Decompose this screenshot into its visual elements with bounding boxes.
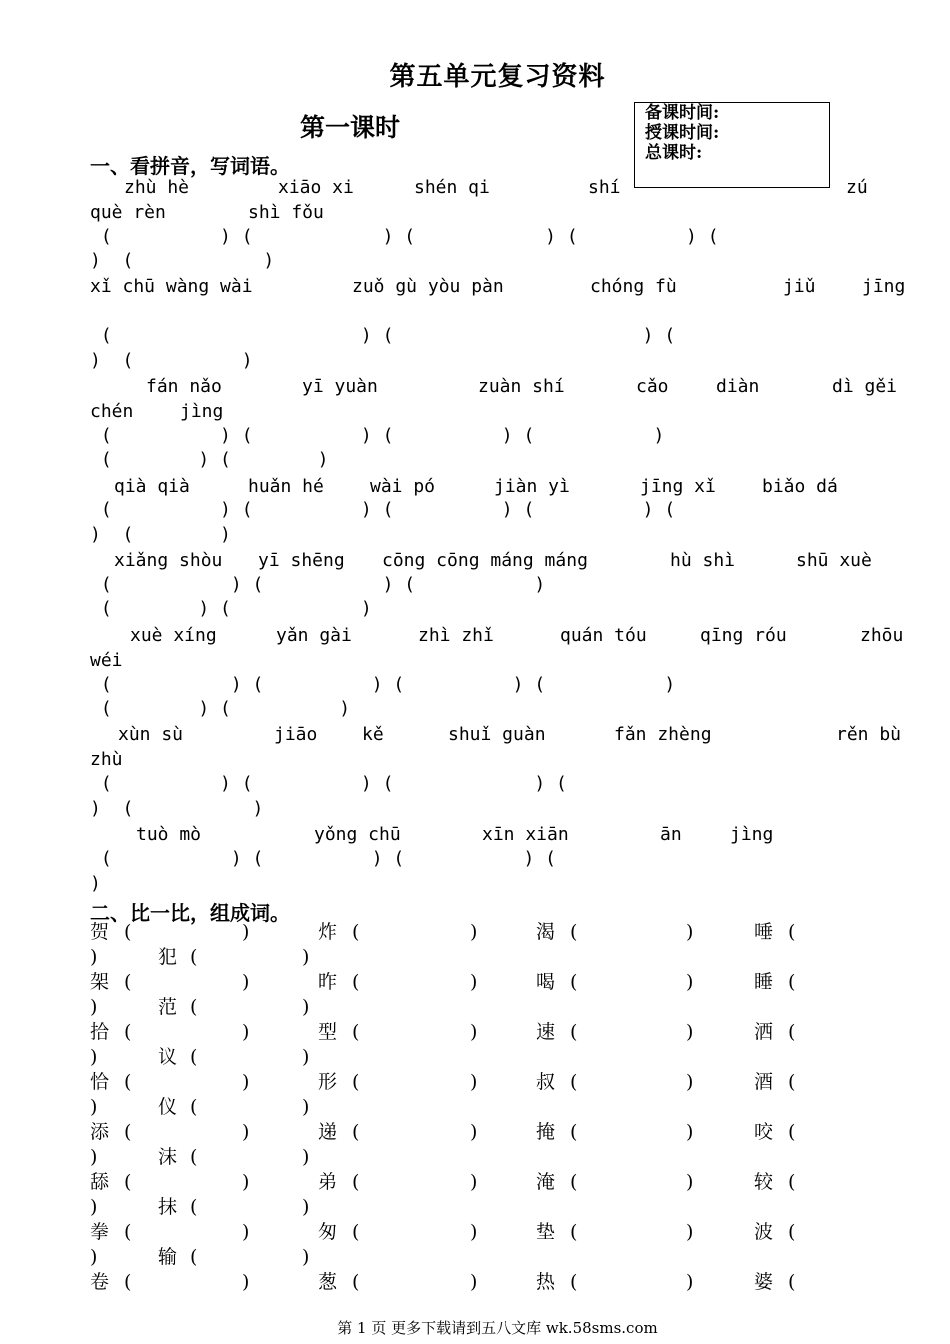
answer-brackets: ) ( ) <box>90 250 275 271</box>
answer-paren-open: ( <box>788 1021 796 1043</box>
answer-paren-close: ) <box>470 971 478 993</box>
pinyin: chóng fù <box>590 276 677 297</box>
answer-paren-open: ( <box>124 921 132 943</box>
answer-paren-open: ( <box>124 1121 132 1143</box>
answer-paren-close: ) <box>470 1021 478 1043</box>
compare-char: 匆 <box>318 1221 338 1243</box>
answer-paren-close: ) <box>302 1246 310 1268</box>
answer-paren-close: ) <box>242 1071 250 1093</box>
answer-paren-open: ( <box>124 971 132 993</box>
page-footer: 第 1 页 更多下载请到五八文库 wk.58sms.com <box>337 1319 658 1337</box>
pinyin: cǎo <box>636 376 669 397</box>
compare-char: 唾 <box>754 921 774 943</box>
answer-brackets: ( ) ( ) ( ) ( ) <box>90 674 676 695</box>
answer-brackets: ( ) ( ) ( ) ( ) ( <box>90 226 719 247</box>
compare-char: 仪 <box>158 1096 178 1118</box>
answer-brackets: ( ) ( ) ( ) ( ) <box>90 425 665 446</box>
answer-paren-close: ) <box>242 921 250 943</box>
answer-paren-open: ( <box>352 1221 360 1243</box>
answer-paren-close: ) <box>90 1146 98 1168</box>
pinyin: wài pó <box>370 476 436 497</box>
answer-paren-open: ( <box>788 1171 796 1193</box>
answer-paren-close: ) <box>242 1221 250 1243</box>
compare-char: 卷 <box>90 1271 110 1293</box>
answer-paren-close: ) <box>90 1046 98 1068</box>
compare-char: 型 <box>318 1021 338 1043</box>
pinyin: xiāo xi <box>278 177 354 198</box>
answer-paren-open: ( <box>190 946 198 968</box>
compare-char: 掩 <box>536 1121 556 1143</box>
answer-paren-close: ) <box>470 1071 478 1093</box>
answer-paren-close: ) <box>686 1221 694 1243</box>
answer-paren-close: ) <box>90 1246 98 1268</box>
answer-brackets: ( ) ( ) <box>90 698 351 719</box>
answer-paren-close: ) <box>686 921 694 943</box>
pinyin: zhù hè <box>124 177 190 198</box>
answer-paren-open: ( <box>190 1246 198 1268</box>
pinyin: fán nǎo <box>146 376 222 397</box>
compare-char: 架 <box>90 971 110 993</box>
answer-paren-open: ( <box>788 1221 796 1243</box>
compare-char: 热 <box>536 1271 556 1293</box>
compare-char: 议 <box>158 1046 178 1068</box>
answer-paren-close: ) <box>686 1021 694 1043</box>
answer-paren-close: ) <box>302 1096 310 1118</box>
answer-paren-close: ) <box>302 1196 310 1218</box>
pinyin: xùn sù <box>118 724 184 745</box>
compare-char: 波 <box>754 1221 774 1243</box>
pinyin: zhù <box>90 749 123 770</box>
compare-char: 拳 <box>90 1221 110 1243</box>
pinyin: shū xuè <box>796 550 872 571</box>
pinyin: wéi <box>90 650 123 671</box>
answer-brackets: ( ) ( ) ( ) ( ) ( <box>90 499 676 520</box>
answer-paren-close: ) <box>242 1021 250 1043</box>
answer-paren-open: ( <box>352 971 360 993</box>
answer-paren-close: ) <box>470 921 478 943</box>
answer-paren-close: ) <box>302 1046 310 1068</box>
compare-char: 婆 <box>754 1271 774 1293</box>
pinyin: jìng <box>180 401 224 422</box>
answer-paren-close: ) <box>242 1121 250 1143</box>
answer-paren-close: ) <box>470 1221 478 1243</box>
answer-paren-open: ( <box>124 1021 132 1043</box>
answer-paren-close: ) <box>470 1171 478 1193</box>
compare-char: 弟 <box>318 1171 338 1193</box>
answer-paren-close: ) <box>686 1271 694 1293</box>
answer-paren-close: ) <box>90 946 98 968</box>
answer-paren-close: ) <box>686 1071 694 1093</box>
answer-paren-open: ( <box>190 996 198 1018</box>
answer-paren-open: ( <box>352 1271 360 1293</box>
answer-paren-open: ( <box>124 1071 132 1093</box>
pinyin: shén qi <box>414 177 490 198</box>
answer-paren-open: ( <box>190 1196 198 1218</box>
answer-brackets: ( ) ( ) ( ) ( <box>90 773 567 794</box>
answer-paren-open: ( <box>190 1096 198 1118</box>
answer-paren-open: ( <box>788 1121 796 1143</box>
compare-char: 洒 <box>754 1021 774 1043</box>
answer-paren-close: ) <box>470 1121 478 1143</box>
pinyin: biǎo dá <box>762 476 838 497</box>
answer-paren-open: ( <box>788 1071 796 1093</box>
compare-char: 抹 <box>158 1196 178 1218</box>
compare-char: 垫 <box>536 1221 556 1243</box>
answer-paren-open: ( <box>788 1271 796 1293</box>
compare-char: 范 <box>158 996 178 1018</box>
answer-paren-close: ) <box>242 971 250 993</box>
teach-time-label: 授课时间: <box>645 123 720 143</box>
answer-paren-close: ) <box>242 1171 250 1193</box>
page-title: 第五单元复习资料 <box>389 62 606 92</box>
compare-char: 炸 <box>318 921 338 943</box>
pinyin: chén <box>90 401 134 422</box>
answer-brackets: ( ) ( ) ( ) <box>90 574 546 595</box>
pinyin: huǎn hé <box>248 476 324 497</box>
pinyin: yī yuàn <box>302 376 378 397</box>
pinyin: dì gěi <box>832 376 898 397</box>
answer-paren-close: ) <box>686 1171 694 1193</box>
pinyin: cōng cōng máng máng <box>382 550 588 571</box>
pinyin: jiāo <box>274 724 318 745</box>
pinyin: zuǒ gù yòu pàn <box>352 276 504 297</box>
pinyin: ān <box>660 824 682 845</box>
answer-paren-open: ( <box>352 1171 360 1193</box>
answer-paren-open: ( <box>190 1146 198 1168</box>
answer-paren-open: ( <box>124 1171 132 1193</box>
answer-paren-open: ( <box>570 971 578 993</box>
compare-char: 贺 <box>90 921 110 943</box>
compare-char: 舔 <box>90 1171 110 1193</box>
answer-paren-close: ) <box>302 1146 310 1168</box>
answer-paren-open: ( <box>570 1121 578 1143</box>
pinyin: jìng <box>730 824 774 845</box>
answer-paren-close: ) <box>686 1121 694 1143</box>
pinyin: què rèn <box>90 202 166 223</box>
answer-paren-open: ( <box>124 1221 132 1243</box>
pinyin: kě <box>362 724 384 745</box>
section1-heading: 一、看拼音，写词语。 <box>90 154 290 178</box>
compare-char: 形 <box>318 1071 338 1093</box>
answer-brackets: ) ( ) <box>90 798 264 819</box>
answer-paren-close: ) <box>470 1271 478 1293</box>
pinyin: xuè xíng <box>130 625 217 646</box>
pinyin: jīng xǐ <box>640 476 716 497</box>
pinyin: quán tóu <box>560 625 647 646</box>
answer-brackets: ( ) ( ) <box>90 449 329 470</box>
answer-paren-open: ( <box>352 1021 360 1043</box>
compare-char: 较 <box>754 1171 774 1193</box>
lesson-subtitle: 第一课时 <box>300 113 401 142</box>
pinyin: tuò mò <box>136 824 202 845</box>
compare-char: 淹 <box>536 1171 556 1193</box>
compare-char: 恰 <box>90 1071 110 1093</box>
compare-char: 喝 <box>536 971 556 993</box>
compare-char: 酒 <box>754 1071 774 1093</box>
compare-char: 沫 <box>158 1146 178 1168</box>
compare-char: 葱 <box>318 1271 338 1293</box>
answer-paren-close: ) <box>302 946 310 968</box>
answer-paren-open: ( <box>570 1221 578 1243</box>
answer-paren-open: ( <box>352 921 360 943</box>
compare-char: 睡 <box>754 971 774 993</box>
pinyin: fǎn zhèng <box>614 724 712 745</box>
pinyin: qīng róu <box>700 625 787 646</box>
pinyin: zuàn shí <box>478 376 565 397</box>
pinyin: xīn xiān <box>482 824 569 845</box>
answer-paren-open: ( <box>570 921 578 943</box>
total-periods-label: 总课时: <box>645 143 703 163</box>
pinyin: diàn <box>716 376 760 397</box>
pinyin: xǐ chū wàng wài <box>90 276 253 297</box>
answer-brackets: ) ( ) <box>90 350 253 371</box>
compare-char: 输 <box>158 1246 178 1268</box>
compare-char: 昨 <box>318 971 338 993</box>
pinyin: jiǔ <box>783 276 816 297</box>
answer-paren-close: ) <box>242 1271 250 1293</box>
prep-time-label: 备课时间: <box>645 103 720 123</box>
answer-paren-close: ) <box>90 996 98 1018</box>
answer-paren-close: ) <box>302 996 310 1018</box>
answer-brackets: ( ) ( ) ( <box>90 325 676 346</box>
answer-paren-open: ( <box>352 1071 360 1093</box>
pinyin: shì fǒu <box>248 202 324 223</box>
answer-paren-open: ( <box>570 1021 578 1043</box>
answer-brackets: ( ) ( ) ( ) ( <box>90 848 556 869</box>
pinyin: yǒng chū <box>314 824 401 845</box>
answer-paren-open: ( <box>570 1171 578 1193</box>
answer-brackets: ( ) ( ) <box>90 598 372 619</box>
pinyin: zhōu <box>860 625 904 646</box>
answer-paren-close: ) <box>90 1196 98 1218</box>
pinyin: shí <box>588 177 621 198</box>
pinyin: zú <box>846 177 868 198</box>
answer-brackets: ) ( ) <box>90 524 231 545</box>
pinyin: xiǎng shòu <box>114 550 223 571</box>
answer-paren-open: ( <box>190 1046 198 1068</box>
pinyin: hù shì <box>670 550 736 571</box>
pinyin: jīng <box>862 276 906 297</box>
section2-heading: 二、比一比，组成词。 <box>90 901 290 925</box>
compare-char: 递 <box>318 1121 338 1143</box>
pinyin: rěn bù <box>836 724 902 745</box>
answer-paren-open: ( <box>788 921 796 943</box>
compare-char: 速 <box>536 1021 556 1043</box>
answer-brackets: ) <box>90 873 101 894</box>
compare-char: 添 <box>90 1121 110 1143</box>
schedule-box <box>634 102 830 188</box>
pinyin: shuǐ guàn <box>448 724 546 745</box>
pinyin: yī shēng <box>258 550 345 571</box>
answer-paren-open: ( <box>788 971 796 993</box>
pinyin: qià qià <box>114 476 190 497</box>
answer-paren-close: ) <box>90 1096 98 1118</box>
compare-char: 犯 <box>158 946 178 968</box>
answer-paren-open: ( <box>352 1121 360 1143</box>
compare-char: 咬 <box>754 1121 774 1143</box>
answer-paren-open: ( <box>124 1271 132 1293</box>
answer-paren-open: ( <box>570 1071 578 1093</box>
pinyin: yǎn gài <box>276 625 352 646</box>
compare-char: 叔 <box>536 1071 556 1093</box>
compare-char: 渴 <box>536 921 556 943</box>
pinyin: zhì zhǐ <box>418 625 494 646</box>
answer-paren-open: ( <box>570 1271 578 1293</box>
answer-paren-close: ) <box>686 971 694 993</box>
pinyin: jiàn yì <box>494 476 570 497</box>
compare-char: 拾 <box>90 1021 110 1043</box>
